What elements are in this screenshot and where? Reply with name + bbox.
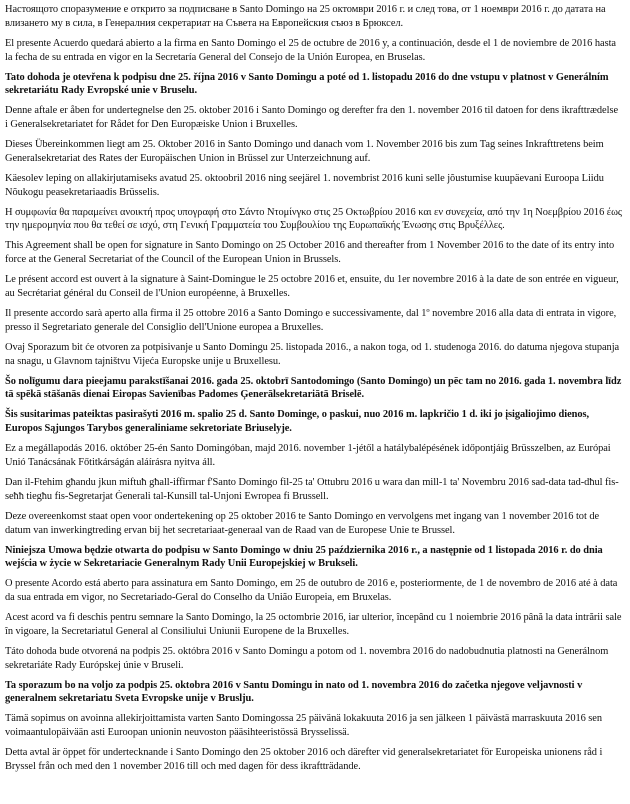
paragraph-da: Denne aftale er åben for undertegnelse den 25. oktober 2016 i Santo Domingo og derefter fra den 1. november 2016 til datoen for dens ikrafttrædelse i Generalsekretariatet for Rådet for Den Europæiske Union i Bruxelles.: [5, 105, 618, 131]
paragraph-lt: Šis susitarimas pateiktas pasirašyti 2016 m. spalio 25 d. Santo Dominge, o paskui, nuo 2016 m. lapkričio 1 d. iki jo įsigaliojimo dienos, Europos Sąjungos Tarybos generaliniame sekretoriate Briuselyje.: [5, 409, 590, 435]
paragraph-hr: Ovaj Sporazum bit će otvoren za potpisivanje u Santo Domingu 25. listopada 2016., a nakon toga, od 1. studenoga 2016. do datuma njegova stupanja na snagu, u Glavnom tajništvu Vijeća Europske unije u Bruxellesu.: [5, 341, 620, 367]
paragraph-en: This Agreement shall be open for signature in Santo Domingo on 25 October 2016 and thereafter from 1 November 2016 to the date of its entry into force at the General Secretariat of the Council of the European Union in Brussels.: [5, 240, 615, 266]
paragraph-hu: Ez a megállapodás 2016. október 25-én Santo Domingóban, majd 2016. november 1-jétől a hatálybalépésének időpontjáig Brüsszelben, az Európai Unió Tanácsának Főtitkárságán aláírásra nyitva áll.: [5, 443, 611, 468]
paragraph-cs: Tato dohoda je otevřena k podpisu dne 25. října 2016 v Santo Domingu a poté od 1. listopadu 2016 do dne vstupu v platnost v Generálním sekretariátu Rady Evropské unie v Bruselu.: [5, 71, 609, 97]
paragraph-de: Dieses Übereinkommen liegt am 25. Oktober 2016 in Santo Domingo und danach vom 1. November 2016 bis zum Tag seines Inkrafttretens beim Generalsekretariat des Rates der Europäischen Union in Brüssel zur Unterzeichnung auf.: [5, 139, 604, 164]
paragraph-bg: Настоящото споразумение е открито за подписване в Santo Domingo на 25 октомври 2016 г. и след това, от 1 ноември 2016 г. до датата на влизането му в сила, в Генералния секретариат на Съвета на Европейския съюз в Брюксел.: [5, 4, 606, 29]
paragraph-ro: Acest acord va fi deschis pentru semnare la Santo Domingo, la 25 octombrie 2016, iar ulterior, începând cu 1 noiembrie 2016 până la data intrării sale în vigoare, la Secretariatul General al Consiliului Uniunii Europene de la Bruxelles.: [5, 612, 622, 637]
paragraph-fr: Le présent accord est ouvert à la signature à Saint-Domingue le 25 octobre 2016 et, ensuite, du 1er novembre 2016 à la date de son entrée en vigueur, au Secrétariat général du Conseil de l'Union européenne, à Bruxelles.: [5, 274, 619, 300]
paragraph-sk: Táto dohoda bude otvorená na podpis 25. októbra 2016 v Santo Domingu a potom od 1. novembra 2016 do nadobudnutia platnosti na Generálnom sekretariáte Rady Európskej únie v Bruseli.: [5, 645, 609, 671]
paragraph-nl: Deze overeenkomst staat open voor ondertekening op 25 oktober 2016 te Santo Domingo en vervolgens met ingang van 1 november 2016 tot de datum van inwerkingtreding ervan bij het secretariaat-generaal van de Raad van de Europese Unie te Brussel.: [5, 510, 600, 536]
document-page: [5, 3, 623, 780]
paragraph-mt: Dan il-Ftehim għandu jkun miftuħ għall-iffirmar f'Santo Domingo fil-25 ta' Ottubru 2016 u wara dan mill-1 ta' Novembru 2016 sad-data tad-dħul fis-seħħ tiegħu fis-Segretarjat Ġenerali tal-Kunsill tal-Unjoni Ewropea fi Brussell.: [5, 476, 619, 502]
paragraph-sv: Detta avtal är öppet för undertecknande i Santo Domingo den 25 oktober 2016 och därefter vid generalsekretariatet för Europeiska unionens råd i Bryssel från och med den 1 november 2016 till och med dagen för dess ikraftträdande.: [5, 747, 603, 772]
paragraph-lv: Šo nolīgumu dara pieejamu parakstīšanai 2016. gada 25. oktobrī Santodomingo (Santo Domingo) un pēc tam no 2016. gada 1. novembra līdz tā spēkā stāšanās dienai Eiropas Savienības Padomes Ģenerālsekretariātā Briselē.: [5, 375, 622, 401]
paragraph-et: Käesolev leping on allakirjutamiseks avatud 25. oktoobril 2016 ning seejärel 1. novembrist 2016 kuni selle jõustumise kuupäevani Euroopa Liidu Nõukogu peasekretariaadis Brüsselis.: [5, 172, 604, 198]
paragraph-pt: O presente Acordo está aberto para assinatura em Santo Domingo, em 25 de outubro de 2016 e, posteriormente, de 1 de novembro de 2016 até à data da sua entrada em vigor, no Secretariado-Geral do Conselho da União Europeia, em Bruxelas.: [5, 578, 618, 604]
paragraph-it: Il presente accordo sarà aperto alla firma il 25 ottobre 2016 a Santo Domingo e successivamente, dal 1º novembre 2016 alla data di entrata in vigore, presso il Segretariato generale del Consiglio dell'Unione europea a Bruxelles.: [5, 308, 617, 333]
paragraph-pl: Niniejsza Umowa będzie otwarta do podpisu w Santo Domingo w dniu 25 października 2016 r., a następnie od 1 listopada 2016 r. do dnia wejścia w życie w Sekretariacie Generalnym Rady Unii Europejskiej w Brukseli.: [5, 544, 603, 570]
paragraph-sl: Ta sporazum bo na voljo za podpis 25. oktobra 2016 v Santu Domingu in nato od 1. novembra 2016 do začetka njegove veljavnosti v generalnem sekretariatu Sveta Evropske unije v Bruslju.: [5, 679, 583, 705]
paragraph-fi: Tämä sopimus on avoinna allekirjoittamista varten Santo Domingossa 25 päivänä lokakuuta 2016 ja sen jälkeen 1 päivästä marraskuuta 2016 sen voimaantulopäivään asti Euroopan unionin neuvoston pääsihteeristössä Brysselissä.: [5, 713, 603, 739]
paragraph-el: Η συμφωνία θα παραμείνει ανοικτή προς υπογραφή στο Σάντο Ντομίνγκο στις 25 Οκτωβρίου 2016 και εν συνεχεία, από την 1η Νοεμβρίου 2016 έως την ημερομηνία που θα τεθεί σε ισχύ, στη Γενική Γραμματεία του Συμβουλίου της Ευρωπαϊκής Ένωσης στις Βρυξέλλες.: [5, 206, 622, 232]
paragraph-es: El presente Acuerdo quedará abierto a la firma en Santo Domingo el 25 de octubre de 2016 y, a continuación, desde el 1 de noviembre de 2016 hasta la fecha de su entrada en vigor en la Secretaría General del Consejo de la Unión Europea, en Bruselas.: [5, 37, 616, 63]
